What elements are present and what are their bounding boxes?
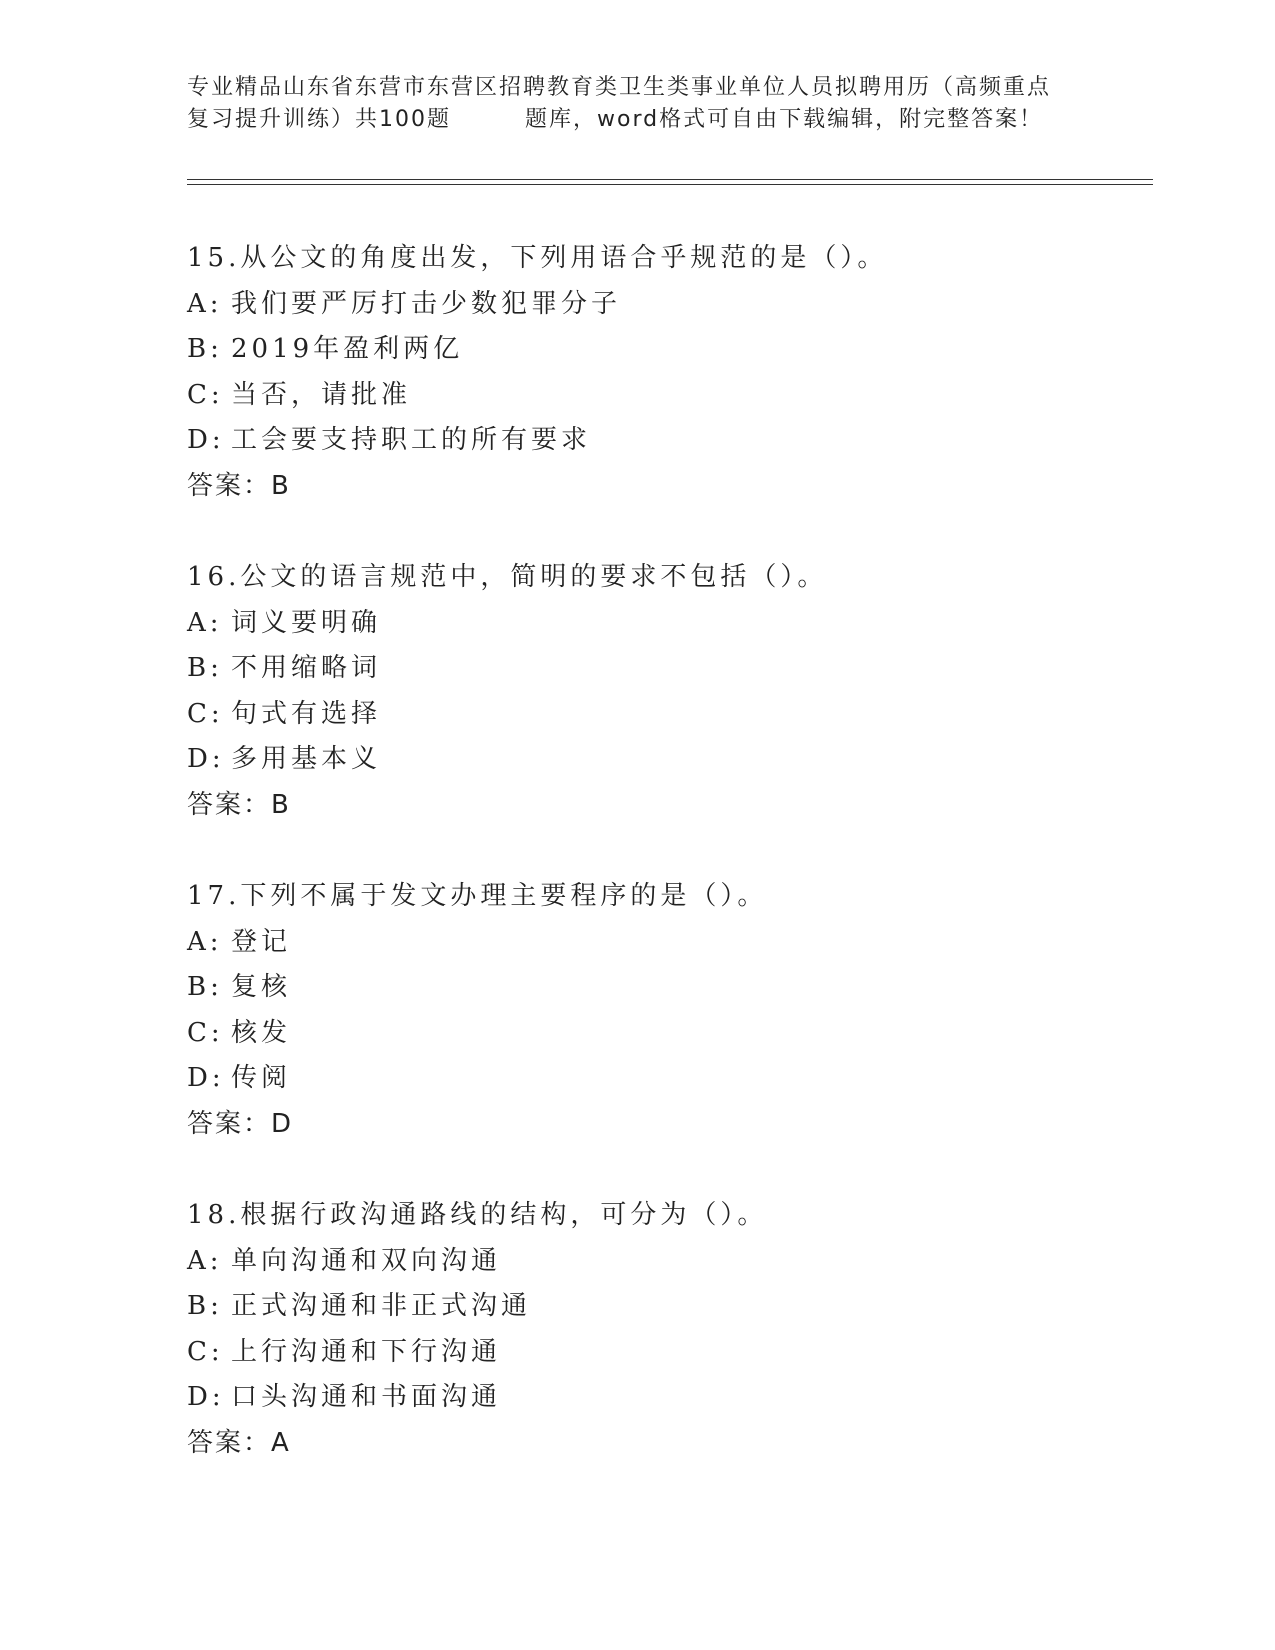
option-b bbox=[187, 646, 1147, 692]
option-letter: D: bbox=[187, 1063, 225, 1093]
question-list bbox=[187, 236, 1147, 1512]
header-divider-top bbox=[187, 179, 1153, 180]
option-text: 我们要严厉打击少数犯罪分子 bbox=[231, 288, 622, 319]
option-letter: A: bbox=[187, 1245, 223, 1276]
option-d bbox=[187, 418, 1147, 464]
option-d bbox=[187, 1375, 1147, 1421]
option-letter: D: bbox=[187, 1382, 225, 1412]
option-letter: A: bbox=[187, 607, 223, 638]
option-text: 传阅 bbox=[231, 1063, 292, 1093]
option-c bbox=[187, 1330, 1147, 1376]
page-header bbox=[187, 72, 1087, 136]
option-c bbox=[187, 1011, 1147, 1057]
option-letter: C: bbox=[187, 1017, 224, 1048]
option-text: 多用基本义 bbox=[231, 744, 382, 774]
option-d bbox=[187, 1056, 1147, 1102]
header-divider-bottom bbox=[187, 184, 1153, 185]
question-title: 18.根据行政沟通路线的结构，可分为（）。 bbox=[187, 1200, 768, 1230]
option-letter: D: bbox=[187, 744, 225, 774]
option-b bbox=[187, 965, 1147, 1011]
question-title: 17.下列不属于发文办理主要程序的是（）。 bbox=[187, 881, 768, 911]
answer-line: 答案：B bbox=[187, 789, 291, 820]
option-b bbox=[187, 327, 1147, 373]
option-text: 核发 bbox=[231, 1017, 292, 1048]
question-title: 16.公文的语言规范中，简明的要求不包括（）。 bbox=[187, 562, 828, 592]
option-text: 句式有选择 bbox=[231, 698, 382, 729]
question-15 bbox=[187, 236, 1147, 509]
header-line-1: 专业精品山东省东营市东营区招聘教育类卫生类事业单位人员拟聘用历（高频重点 bbox=[187, 75, 1052, 100]
option-a bbox=[187, 1239, 1147, 1285]
option-a bbox=[187, 282, 1147, 328]
option-text: 上行沟通和下行沟通 bbox=[231, 1336, 502, 1367]
question-16 bbox=[187, 555, 1147, 828]
option-text: 词义要明确 bbox=[231, 607, 382, 638]
option-c bbox=[187, 692, 1147, 738]
option-text: 复核 bbox=[231, 972, 292, 1002]
option-letter: A: bbox=[187, 288, 223, 319]
header-line-2 bbox=[187, 104, 1087, 136]
option-text: 正式沟通和非正式沟通 bbox=[231, 1291, 532, 1321]
option-letter: C: bbox=[187, 379, 224, 410]
option-letter: C: bbox=[187, 1336, 224, 1367]
answer-line: 答案：B bbox=[187, 470, 291, 501]
option-letter: B: bbox=[187, 653, 223, 683]
answer-line: 答案：D bbox=[187, 1108, 294, 1139]
option-letter: B: bbox=[187, 972, 223, 1002]
option-d bbox=[187, 737, 1147, 783]
option-a bbox=[187, 601, 1147, 647]
option-text: 2019年盈利两亿 bbox=[231, 334, 464, 364]
option-text: 单向沟通和双向沟通 bbox=[231, 1245, 502, 1276]
option-letter: B: bbox=[187, 1291, 223, 1321]
header-line-2-part-b: 题库，word格式可自由下载编辑，附完整答案！ bbox=[525, 107, 1044, 132]
option-text: 口头沟通和书面沟通 bbox=[231, 1382, 502, 1412]
question-title: 15.从公文的角度出发，下列用语合乎规范的是（）。 bbox=[187, 243, 888, 273]
question-17 bbox=[187, 874, 1147, 1147]
option-a bbox=[187, 920, 1147, 966]
option-c bbox=[187, 373, 1147, 419]
option-letter: D: bbox=[187, 425, 225, 455]
option-letter: C: bbox=[187, 698, 224, 729]
option-letter: B: bbox=[187, 334, 223, 364]
option-text: 登记 bbox=[231, 926, 292, 957]
option-b bbox=[187, 1284, 1147, 1330]
option-letter: A: bbox=[187, 926, 223, 957]
option-text: 不用缩略词 bbox=[231, 653, 382, 683]
header-line-2-part-a: 复习提升训练）共100题 bbox=[187, 107, 451, 132]
question-18 bbox=[187, 1193, 1147, 1466]
answer-line: 答案：A bbox=[187, 1427, 291, 1458]
option-text: 工会要支持职工的所有要求 bbox=[231, 425, 592, 455]
option-text: 当否，请批准 bbox=[231, 379, 412, 410]
